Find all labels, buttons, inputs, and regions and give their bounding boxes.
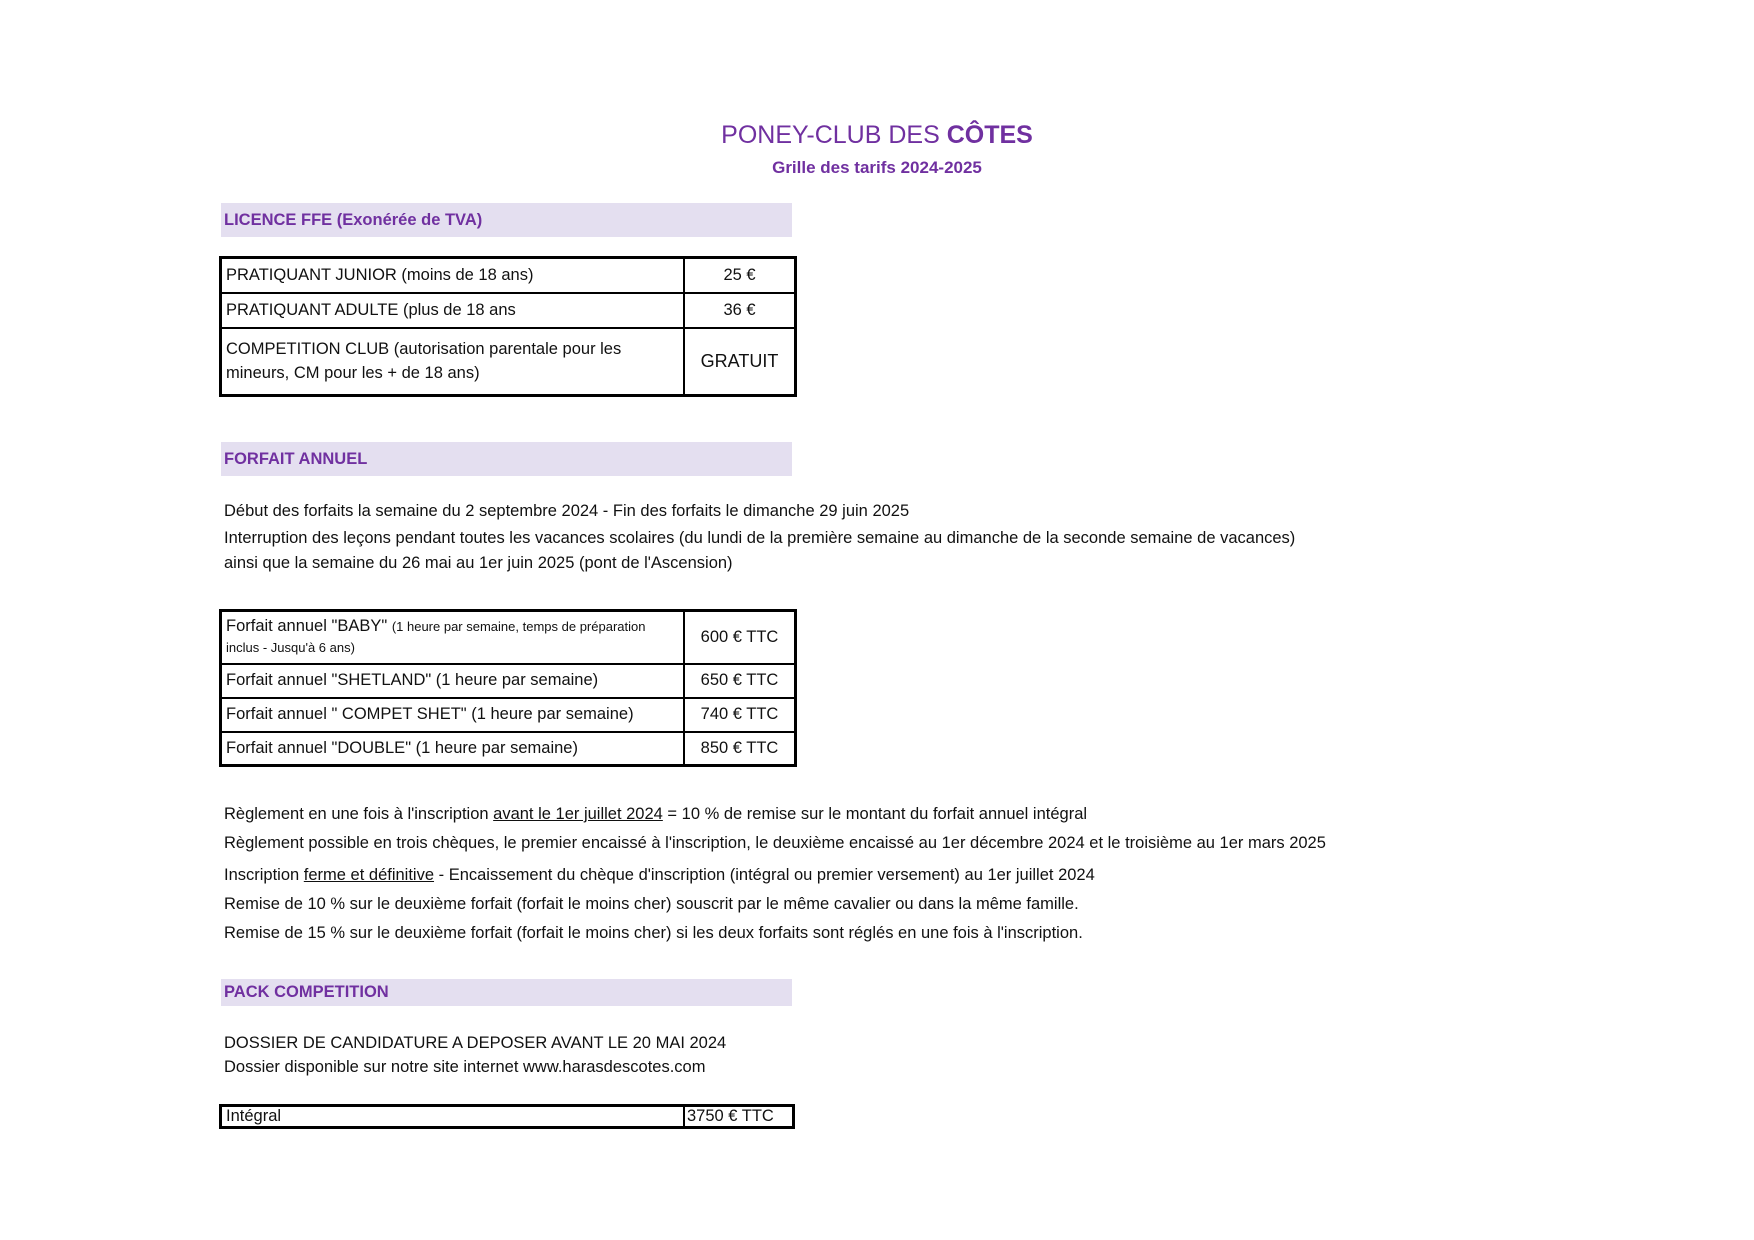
licence-heading: LICENCE FFE (Exonérée de TVA) — [221, 203, 792, 237]
row-price: 3750 € TTC — [684, 1106, 794, 1128]
row-price: 850 € TTC — [684, 732, 796, 766]
table-row — [221, 664, 796, 698]
forfait-intro-line: Début des forfaits la semaine du 2 septembre 2024 - Fin des forfaits le dimanche 29 juin 2025 — [224, 502, 910, 520]
forfait-note-4: Remise de 10 % sur le deuxième forfait (forfait le moins cher) souscrit par le même cavalier ou dans la même famille. — [224, 895, 1079, 913]
row-label — [221, 611, 685, 664]
note-underlined: avant le 1er juillet 2024 — [493, 805, 663, 823]
row-label: COMPETITION CLUB (autorisation parentale pour les mineurs, CM pour les + de 18 ans) — [221, 328, 685, 396]
title-prefix: PONEY-CLUB DES — [721, 121, 947, 149]
forfait-note-5: Remise de 15 % sur le deuxième forfait (forfait le moins cher) si les deux forfaits sont réglés en une fois à l'inscription. — [224, 924, 1083, 942]
row-price: GRATUIT — [684, 328, 796, 396]
table-row — [221, 732, 796, 766]
table-row — [221, 258, 796, 293]
page-subtitle: Grille des tarifs 2024-2025 — [772, 158, 982, 177]
forfait-heading: FORFAIT ANNUEL — [221, 442, 792, 476]
row-label: Forfait annuel "DOUBLE" (1 heure par semaine) — [221, 732, 685, 766]
row-label-main: Forfait annuel "BABY" — [226, 617, 392, 636]
note-underlined: ferme et définitive — [303, 866, 435, 884]
forfait-note-2: Règlement possible en trois chèques, le premier encaissé à l'inscription, le deuxième encaissé au 1er décembre 2024 et le troisième au 1er mars 2025 — [224, 834, 1326, 852]
table-row — [221, 1106, 794, 1128]
row-price: 25 € — [684, 258, 796, 293]
pack-line: Dossier disponible sur notre site internet www.harasdescotes.com — [224, 1058, 706, 1076]
note-text: Inscription — [224, 866, 304, 884]
note-text: Règlement en une fois à l'inscription — [224, 805, 494, 823]
table-row — [221, 611, 796, 664]
row-label: Forfait annuel "SHETLAND" (1 heure par semaine) — [221, 664, 685, 698]
forfait-note-1 — [224, 803, 1087, 825]
forfait-intro-line: Interruption des leçons pendant toutes les vacances scolaires (du lundi de la première semaine au dimanche de la seconde semaine de vacances) — [224, 529, 1296, 547]
pack-table — [219, 1104, 795, 1129]
row-price: 600 € TTC — [684, 611, 796, 664]
row-label: PRATIQUANT ADULTE (plus de 18 ans — [221, 293, 685, 328]
row-label: Forfait annuel " COMPET SHET" (1 heure par semaine) — [221, 698, 685, 732]
row-price: 650 € TTC — [684, 664, 796, 698]
row-label: Intégral — [221, 1106, 685, 1128]
pack-heading: PACK COMPETITION — [221, 979, 792, 1006]
row-label: PRATIQUANT JUNIOR (moins de 18 ans) — [221, 258, 685, 293]
row-price: 36 € — [684, 293, 796, 328]
note-text: - Encaissement du chèque d'inscription (intégral ou premier versement) au 1er juillet 2024 — [434, 866, 1095, 884]
pack-line: DOSSIER DE CANDIDATURE A DEPOSER AVANT LE 20 MAI 2024 — [224, 1034, 727, 1052]
forfait-intro-line: ainsi que la semaine du 26 mai au 1er juin 2025 (pont de l'Ascension) — [224, 554, 733, 572]
forfait-note-3 — [224, 864, 1095, 886]
table-row — [221, 698, 796, 732]
row-price: 740 € TTC — [684, 698, 796, 732]
row-label-note: (1 heure par semaine, temps de préparation inclus - Jusqu'à 6 ans) — [226, 619, 646, 656]
page-title — [0, 120, 1754, 150]
table-row — [221, 328, 796, 396]
table-row — [221, 293, 796, 328]
forfait-table — [219, 609, 797, 767]
licence-table — [219, 256, 797, 397]
note-text: = 10 % de remise sur le montant du forfait annuel intégral — [662, 805, 1088, 823]
title-bold: CÔTES — [946, 121, 1033, 149]
